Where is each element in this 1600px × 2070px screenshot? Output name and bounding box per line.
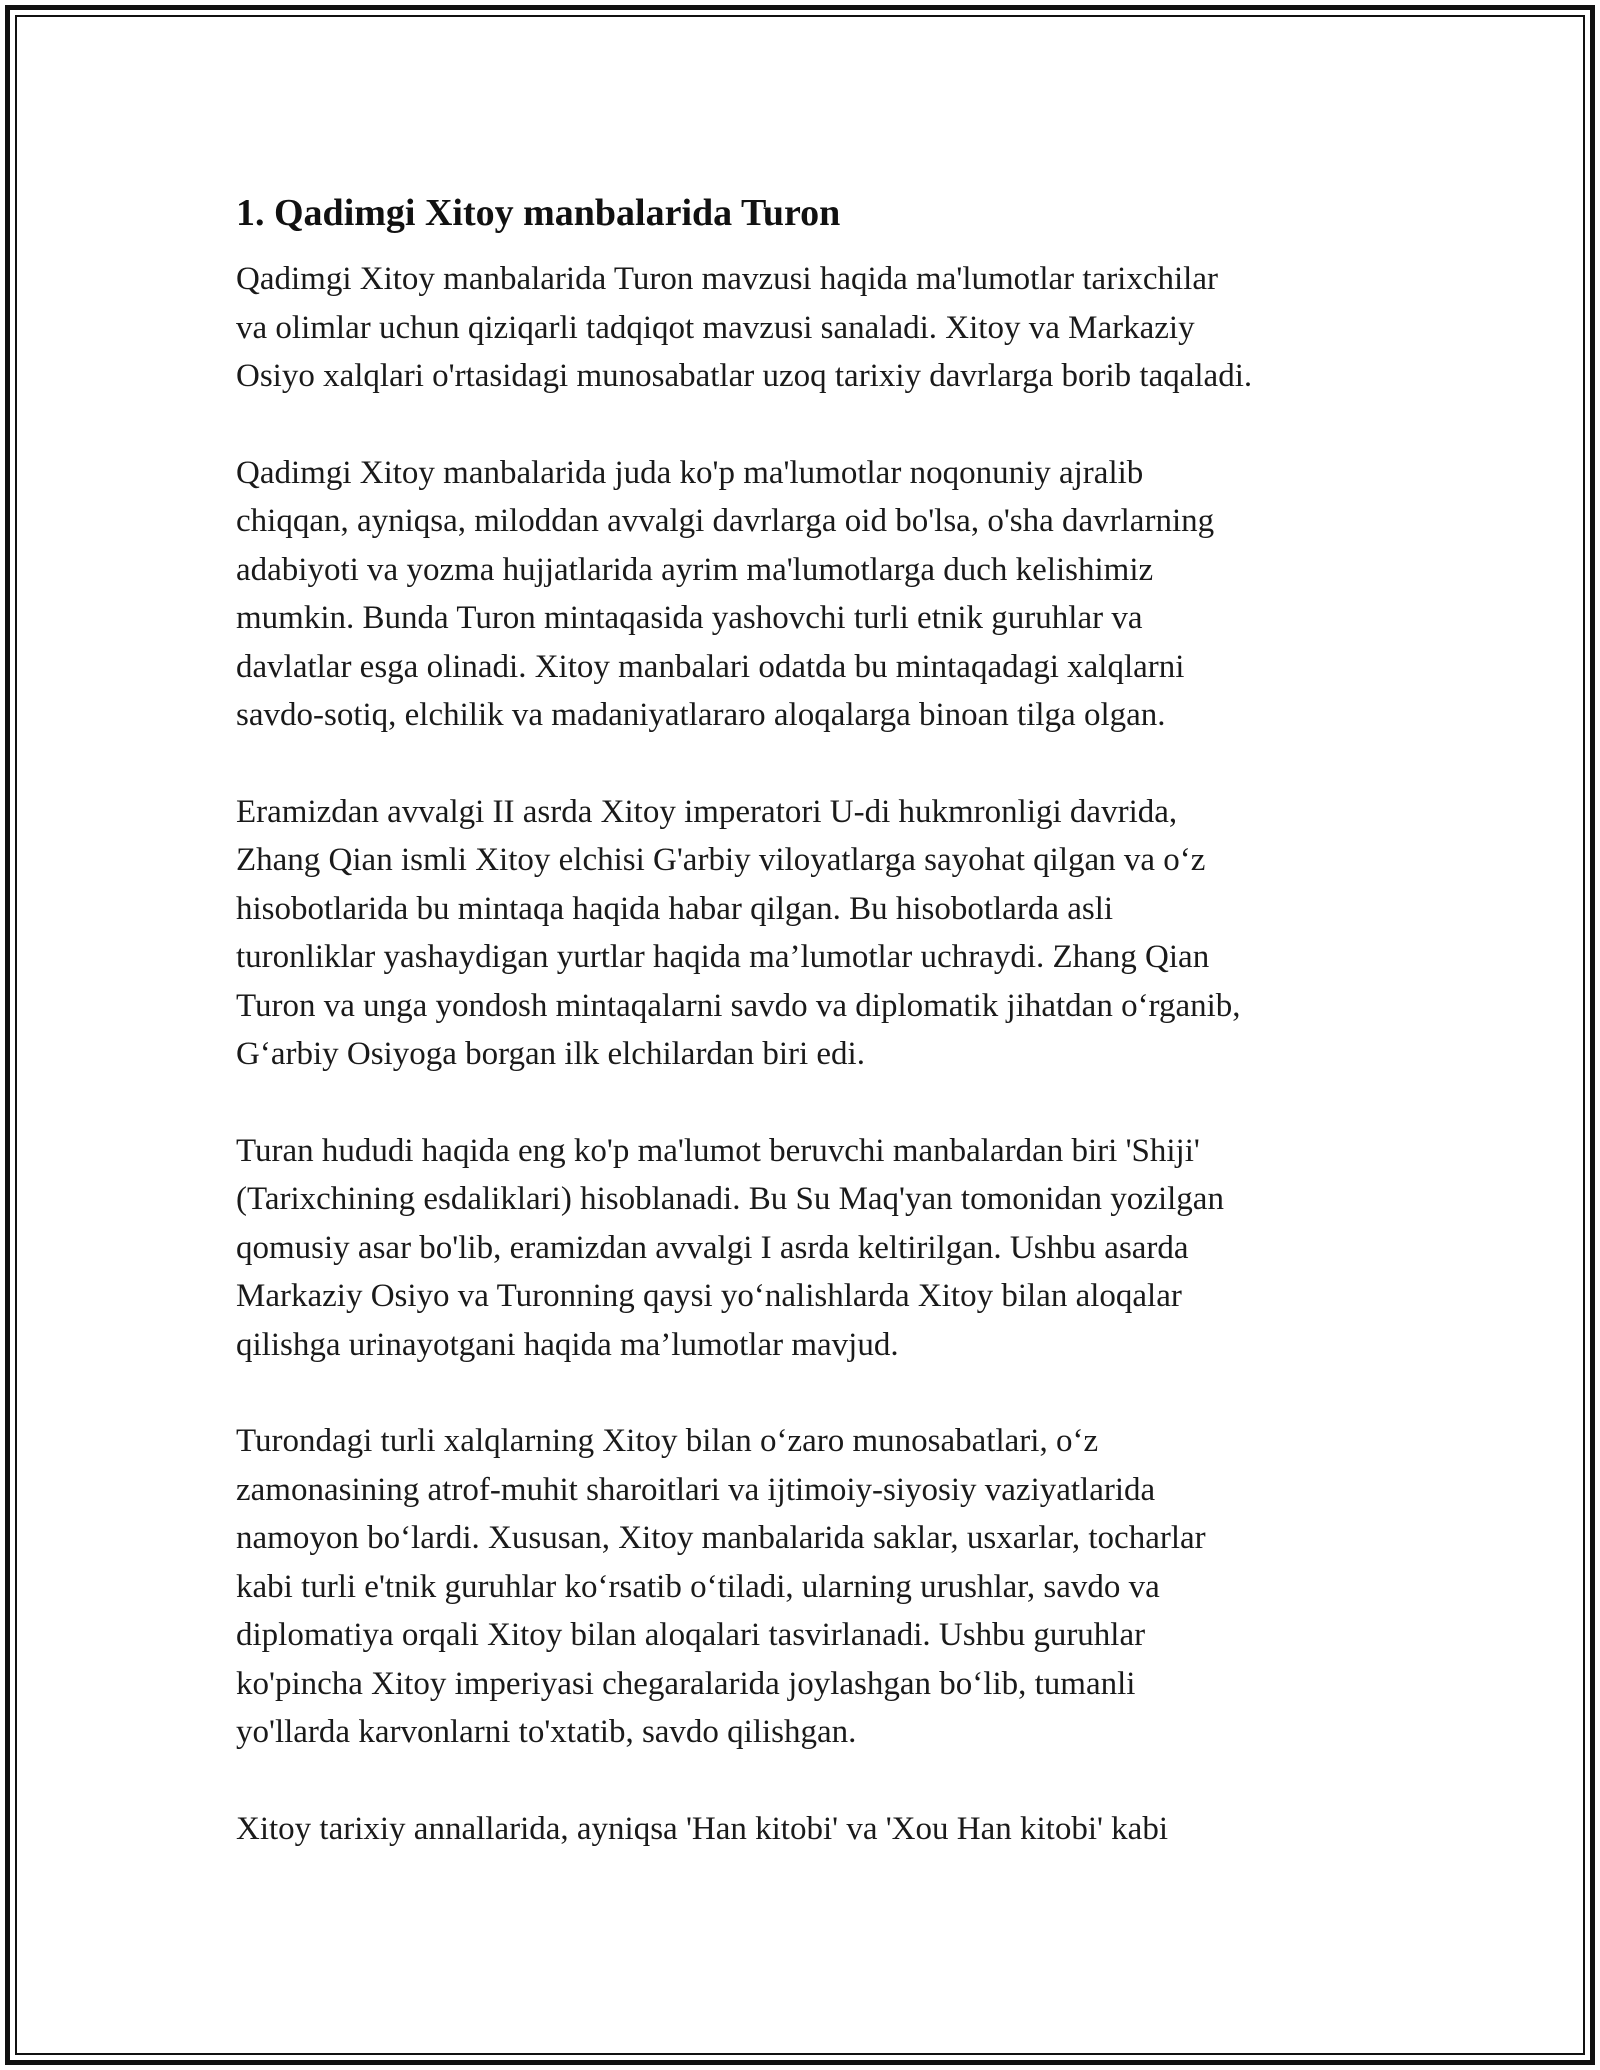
paragraph-line: adabiyoti va yozma hujjatlarida ayrim ma'lumotlarga duch kelishimiz [236, 551, 1154, 588]
paragraph-line: turonliklar yashaydigan yurtlar haqida ma’lumotlar uchraydi. Zhang Qian [236, 939, 1210, 975]
paragraph-line: mumkin. Bunda Turon mintaqasida yashovchi turli etnik guruhlar va [236, 600, 1143, 636]
paragraph-line: ko'pincha Xitoy imperiyasi chegaralarida joylashgan bo‘lib, tumanli [236, 1665, 1136, 1702]
paragraph-line: Turan hududi haqida eng ko'p ma'lumot beruvchi manbalardan biri 'Shiji' [236, 1132, 1200, 1169]
document-body [236, 185, 1376, 1901]
paragraph-line: yo'llarda karvonlarni to'xtatib, savdo qilishgan. [236, 1714, 857, 1750]
paragraph-line: Zhang Qian ismli Xitoy elchisi G'arbiy viloyatlarga sayohat qilgan va o‘z [236, 842, 1206, 878]
paragraph-line: qilishga urinayotgani haqida ma’lumotlar mavjud. [236, 1326, 899, 1363]
paragraph-line: Eramizdan avvalgi II asrda Xitoy imperatori U-di hukmronligi davrida, [236, 793, 1178, 830]
paragraph-line: qomusiy asar bo'lib, eramizdan avvalgi I asrda keltirilgan. Ushbu asarda [236, 1229, 1189, 1266]
section-heading: 1. Qadimgi Xitoy manbalarida Turon [236, 192, 841, 234]
paragraph-1 [236, 255, 1376, 401]
paragraph-line: Qadimgi Xitoy manbalarida juda ko'p ma'lumotlar noqonuniy ajralib [236, 454, 1144, 491]
paragraph-4 [236, 1127, 1376, 1370]
paragraph-line: chiqqan, ayniqsa, miloddan avvalgi davrlarga oid bo'lsa, o'sha davrlarning [236, 503, 1215, 539]
paragraph-line: Xitoy tarixiy annallarida, ayniqsa 'Han kitobi' va 'Xou Han kitobi' kabi [236, 1810, 1168, 1847]
paragraph-line: zamonasining atrof-muhit sharoitlari va ijtimoiy-siyosiy vaziyatlarida [236, 1471, 1156, 1508]
paragraph-line: davlatlar esga olinadi. Xitoy manbalari odatda bu mintaqadagi xalqlarni [236, 648, 1185, 685]
paragraph-line: namoyon bo‘lardi. Xususan, Xitoy manbalarida saklar, usxarlar, tocharlar [236, 1520, 1206, 1556]
paragraph-line: Qadimgi Xitoy manbalarida Turon mavzusi haqida ma'lumotlar tarixchilar [236, 261, 1218, 297]
paragraph-line: hisobotlarida bu mintaqa haqida habar qilgan. Bu hisobotlarda asli [236, 890, 1114, 927]
paragraph-5 [236, 1417, 1376, 1757]
paragraph-2 [236, 449, 1376, 740]
paragraph-3 [236, 788, 1376, 1079]
paragraph-line: Turondagi turli xalqlarning Xitoy bilan o‘zaro munosabatlari, o‘z [236, 1423, 1099, 1459]
paragraph-line: Turon va unga yondosh mintaqalarni savdo va diplomatik jihatdan o‘rganib, [236, 987, 1241, 1024]
paragraph-line: kabi turli e'tnik guruhlar ko‘rsatib o‘tiladi, ularning urushlar, savdo va [236, 1568, 1160, 1605]
paragraph-line: Markaziy Osiyo va Turonning qaysi yo‘nalishlarda Xitoy bilan aloqalar [236, 1278, 1182, 1314]
paragraph-line: diplomatiya orqali Xitoy bilan aloqalari tasvirlanadi. Ushbu guruhlar [236, 1617, 1146, 1653]
paragraph-line: Osiyo xalqlari o'rtasidagi munosabatlar uzoq tarixiy davrlarga borib taqaladi. [236, 358, 1253, 394]
paragraph-line: (Tarixchining esdaliklari) hisoblanadi. Bu Su Maq'yan tomonidan yozilgan [236, 1181, 1224, 1217]
paragraph-line: va olimlar uchun qiziqarli tadqiqot mavzusi sanaladi. Xitoy va Markaziy [236, 309, 1195, 346]
paragraph-6 [236, 1805, 1376, 1854]
paragraph-line: G‘arbiy Osiyoga borgan ilk elchilardan biri edi. [236, 1036, 865, 1072]
paragraph-line: savdo-sotiq, elchilik va madaniyatlararo aloqalarga binoan tilga olgan. [236, 697, 1166, 733]
